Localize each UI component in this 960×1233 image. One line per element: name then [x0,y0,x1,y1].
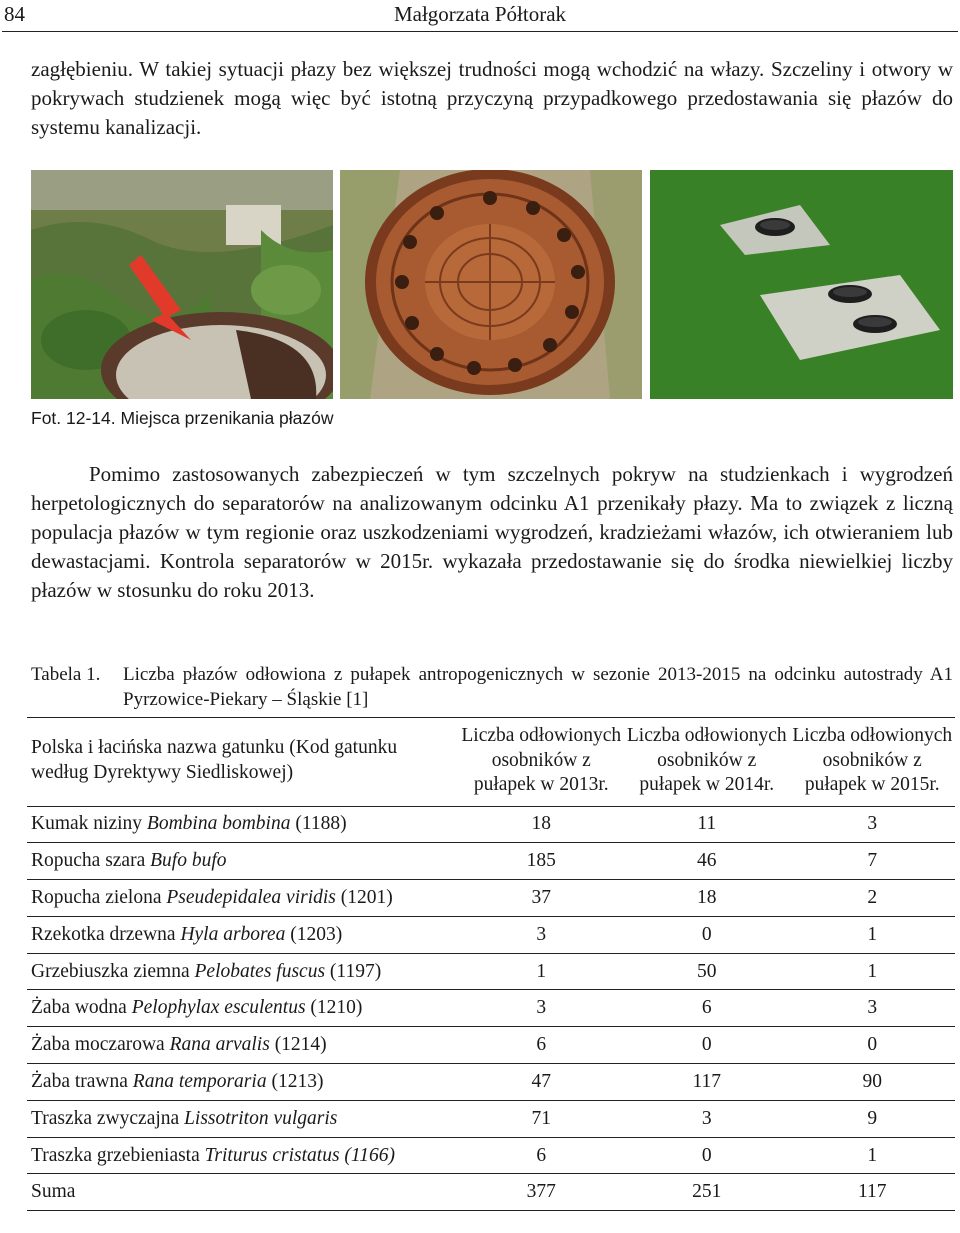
count-2014: 50 [624,953,789,990]
count-2013: 185 [459,843,624,880]
count-2014: 6 [624,990,789,1027]
page-header [0,0,960,30]
species-polish: Żaba trawna [31,1070,133,1092]
count-2015: 1 [789,1137,955,1174]
species-code: (1214) [269,1034,327,1056]
table-total-row [27,1174,955,1211]
count-2014: 11 [624,806,789,843]
count-2015: 3 [789,990,955,1027]
species-latin: Pelobates fuscus [194,960,326,982]
table-title: Liczba płazów odłowiona z pułapek antropogenicznych w sezonie 2013-2015 na odcinku autostrady A1 Pyrzowice-Piekary – Śląskie [1] [123,664,953,710]
total-label: Suma [27,1174,459,1211]
count-2014: 0 [624,1027,789,1064]
table-row [27,1027,955,1064]
species-polish: Żaba wodna [31,997,132,1019]
photo-manhole-gap [31,170,333,399]
species-name [27,880,459,917]
species-name [27,843,459,880]
header-rule [2,31,958,32]
count-2013: 3 [459,990,624,1027]
count-2013: 6 [459,1137,624,1174]
count-2013: 6 [459,1027,624,1064]
table-row [27,1100,955,1137]
species-polish: Kumak niziny [31,813,147,835]
count-2015: 1 [789,953,955,990]
header-species: Polska i łacińska nazwa gatunku (Kod gatunku według Dyrektywy Siedliskowej) [31,737,398,783]
total-2013: 377 [459,1174,624,1211]
species-name [27,916,459,953]
header-2014: Liczba odłowionych osobników z pułapek w 2014r. [626,725,787,795]
species-code: (1197) [325,960,382,982]
amphibian-table [27,717,955,1211]
species-code: (1213) [266,1070,324,1092]
count-2013: 1 [459,953,624,990]
count-2014: 0 [624,1137,789,1174]
table-row [27,843,955,880]
species-name [27,1027,459,1064]
species-name [27,806,459,843]
count-2014: 3 [624,1100,789,1137]
body-paragraph-1: zagłębieniu. W takiej sytuacji płazy bez większej trudności mogą wchodzić na włazy. Szczeliny i otwory w pokrywach studzienek mogą więc być istotną przyczyną przypadkowego przedostawania się płazów do systemu kanalizacji. [31,57,953,139]
species-latin: Pseudepidalea viridis [166,886,336,908]
count-2015: 7 [789,843,955,880]
species-code: (1210) [305,997,363,1019]
photo-separator-covers [650,170,953,399]
species-latin: Triturus cristatus (1166) [204,1144,395,1166]
species-latin: Rana arvalis [169,1034,270,1056]
header-2015: Liczba odłowionych osobników z pułapek w 2015r. [792,725,953,795]
species-code: (1203) [285,923,343,945]
species-latin: Pelophylax esculentus [131,997,306,1019]
count-2013: 37 [459,880,624,917]
count-2013: 71 [459,1100,624,1137]
species-name [27,1100,459,1137]
species-latin: Bombina bombina [146,813,291,835]
count-2014: 0 [624,916,789,953]
header-2013: Liczba odłowionych osobników z pułapek w 2013r. [461,725,622,795]
count-2014: 117 [624,1064,789,1101]
page-number: 84 [4,2,25,26]
count-2015: 90 [789,1064,955,1101]
table-row [27,1137,955,1174]
species-polish: Rzekotka drzewna [31,923,181,945]
count-2015: 1 [789,916,955,953]
photo-manhole-cover [340,170,642,399]
species-name [27,1064,459,1101]
figure-caption: Fot. 12-14. Miejsca przenikania płazów [31,408,334,428]
species-polish: Grzebiuszka ziemna [31,960,195,982]
species-polish: Ropucha zielona [31,886,167,908]
body-paragraph-2-text: Pomimo zastosowanych zabezpieczeń w tym szczelnych pokryw na studzienkach i wygrodzeń herpetologicznych do separatorów na analizowanym odcinku A1 przenikały płazy. Ma to związek z liczną populacja płazów w tym regionie oraz uszkodzeniami wygrodzeń, kradzieżami włazów, ich otwieraniem lub dewastacjami. Kontrola separatorów w 2015r. wykazała przedostawanie się do środka niewielkiej liczby płazów w stosunku do roku 2013. [31,462,953,602]
species-polish: Żaba moczarowa [31,1034,170,1056]
table-row [27,880,955,917]
body-paragraph-2 [31,460,953,605]
species-latin: Rana temporaria [132,1070,267,1092]
count-2015: 9 [789,1100,955,1137]
species-name [27,990,459,1027]
table-row [27,990,955,1027]
species-code: (1201) [335,886,393,908]
table-row [27,1064,955,1101]
count-2015: 0 [789,1027,955,1064]
species-polish: Traszka zwyczajna [31,1107,185,1129]
table-header-row [27,718,955,807]
count-2015: 3 [789,806,955,843]
species-latin: Hyla arborea [180,923,286,945]
running-header-author: Małgorzata Półtorak [393,2,567,26]
table-caption [31,662,953,712]
total-2014: 251 [624,1174,789,1211]
species-latin: Lissotriton vulgaris [184,1107,338,1129]
species-name [27,1137,459,1174]
species-latin: Bufo bufo [150,850,227,872]
total-2015: 117 [789,1174,955,1211]
count-2014: 18 [624,880,789,917]
table-row [27,953,955,990]
count-2014: 46 [624,843,789,880]
table-row [27,916,955,953]
species-polish: Traszka grzebieniasta [31,1144,205,1166]
species-code: (1188) [290,813,347,835]
species-name [27,953,459,990]
count-2015: 2 [789,880,955,917]
count-2013: 3 [459,916,624,953]
count-2013: 18 [459,806,624,843]
count-2013: 47 [459,1064,624,1101]
table-label: Tabela 1. [31,664,101,685]
species-polish: Ropucha szara [31,850,151,872]
table-row [27,806,955,843]
